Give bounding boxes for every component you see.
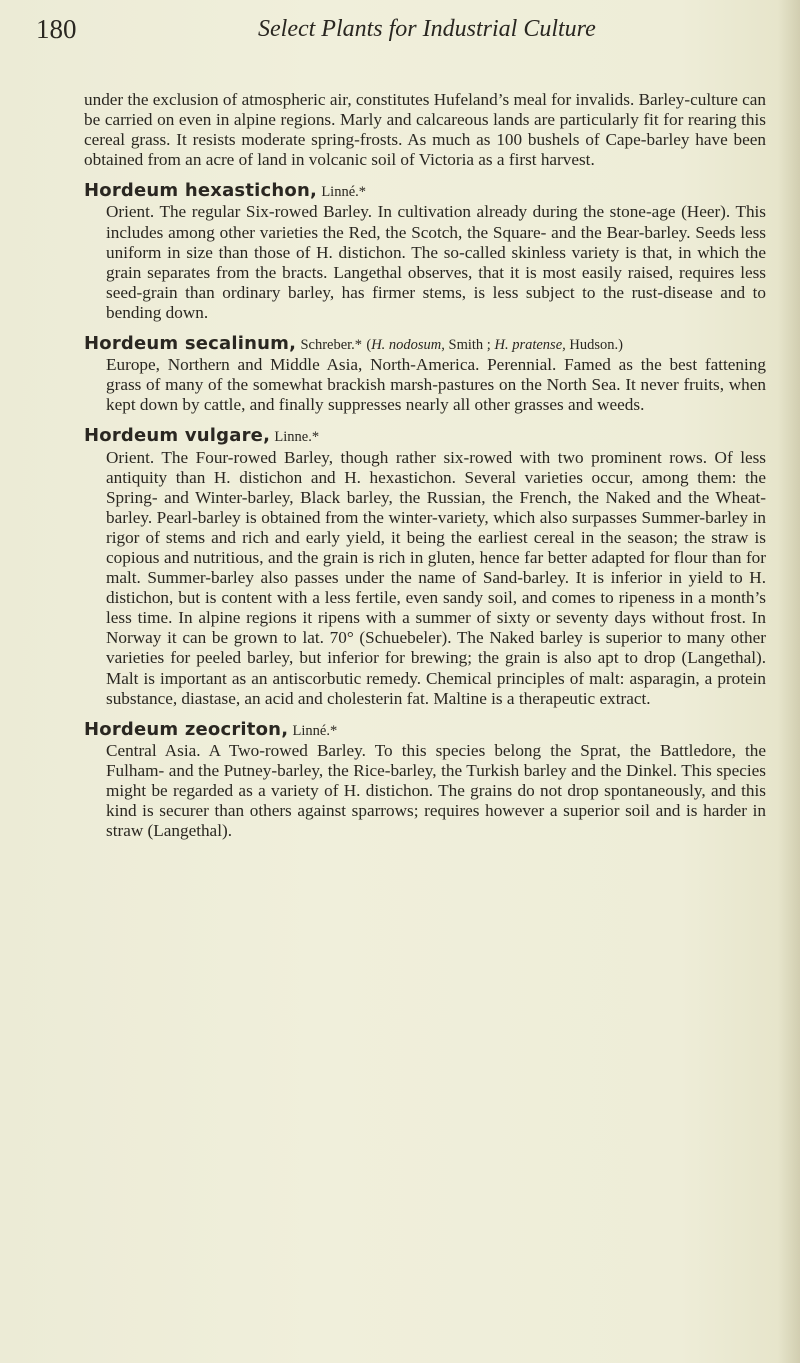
entry-hordeum-vulgare	[84, 426, 766, 708]
species-author: Linne.*	[274, 429, 320, 446]
entry-heading	[84, 720, 766, 741]
intro-paragraph: under the exclusion of atmospheric air, constitutes Hufeland’s meal for invalids. Barley-culture can be carried on even in alpine regions. Marly and calcareous lands are particularly fit for rearing this cereal grass. It resists moderate spring-frosts. As much as 100 bushels of Cape-barley have been obtained from an acre of land in volcanic soil of Victoria as a first harvest.	[84, 90, 766, 170]
page-edge-shadow	[778, 0, 800, 1363]
entry-heading	[84, 334, 766, 355]
synonym-open: (	[366, 337, 372, 354]
species-name: Hordeum hexastichon,	[84, 180, 318, 202]
entry-heading	[84, 426, 766, 447]
species-name: Hordeum vulgare,	[84, 425, 271, 447]
species-name: Hordeum zeocriton,	[84, 718, 289, 740]
entry-text: Europe, Northern and Middle Asia, North-America. Perennial. Famed as the best fattening grass of many of the somewhat brackish marsh-pastures on the North Sea. It never fruits, when kept down by cattle, and finally suppresses nearly all other grasses and weeds.	[106, 355, 766, 415]
synonym-author: Smith ;	[444, 337, 495, 354]
synonym-name: H. nodosum,	[371, 337, 445, 354]
species-name: Hordeum secalinum,	[84, 333, 297, 355]
entry-text: Orient. The Four-rowed Barley, though rather six-rowed with two prominent rows. Of less antiquity than H. distichon and H. hexastichon. Several varieties occur, among them: the Spring- and Winter-barley, Black barley, the Russian, the French, the Naked and the Wheat-barley. Pearl-barley is obtained from the winter-variety, which also surpasses Summer-barley in rigor of stems and rich and early yield, it being the earliest cereal in the season; the straw is copious and nutritious, and the grain is rich in gluten, hence far better adapted for flour than for malt. Summer-barley also passes under the name of Sand-barley. It is inferior in yield to H. distichon, but is content with a less fertile, even sandy soil, and comes to ripeness in a month’s less time. In alpine regions it ripens with a summer of sixty or seventy days without frost. In Norway it can be grown to lat. 70° (Schuebeler). The Naked barley is superior to many other varieties for peeled barley, but inferior for brewing; the grain is also apt to drop (Langethal). Malt is important as an antiscorbutic remedy. Chemical principles of malt: asparagin, a protein substance, diastase, an acid and cholesterin fat. Maltine is a therapeutic extract.	[106, 447, 766, 708]
species-author: Linné.*	[321, 184, 367, 201]
running-title: Select Plants for Industrial Culture	[258, 16, 596, 42]
running-head	[36, 14, 756, 54]
entry-hordeum-zeocriton	[84, 720, 766, 842]
entry-heading	[84, 181, 766, 202]
body-text	[84, 90, 766, 841]
synonym-name: H. pratense,	[494, 337, 566, 354]
entry-hordeum-hexastichon	[84, 181, 766, 323]
entry-text: Central Asia. A Two-rowed Barley. To this species belong the Sprat, the Battledore, the Fulham- and the Putney-barley, the Rice-barley, the Turkish barley and the Dinkel. This species might be regarded as a variety of H. distichon. The grains do not drop spontaneously, and this kind is securer than others against sparrows; requires however a superior soil and is harder in straw (Langethal).	[106, 740, 766, 841]
synonym-author: Hudson.)	[565, 337, 623, 354]
species-author: Schreber.*	[300, 337, 363, 354]
entry-hordeum-secalinum	[84, 334, 766, 415]
entry-text: Orient. The regular Six-rowed Barley. In cultivation already during the stone-age (Heer). This includes among other varieties the Red, the Scotch, the Square- and the Bear-barley. Seeds less uniform in size than those of H. distichon. The so-called skinless variety is that, in which the grain separates from the bracts. Langethal observes, that it is most easily raised, requires less seed-grain than ordinary barley, has firmer stems, is less subject to the rust-disease and to bending down.	[106, 202, 766, 322]
page-number: 180	[36, 14, 77, 44]
species-author: Linné.*	[292, 722, 338, 739]
